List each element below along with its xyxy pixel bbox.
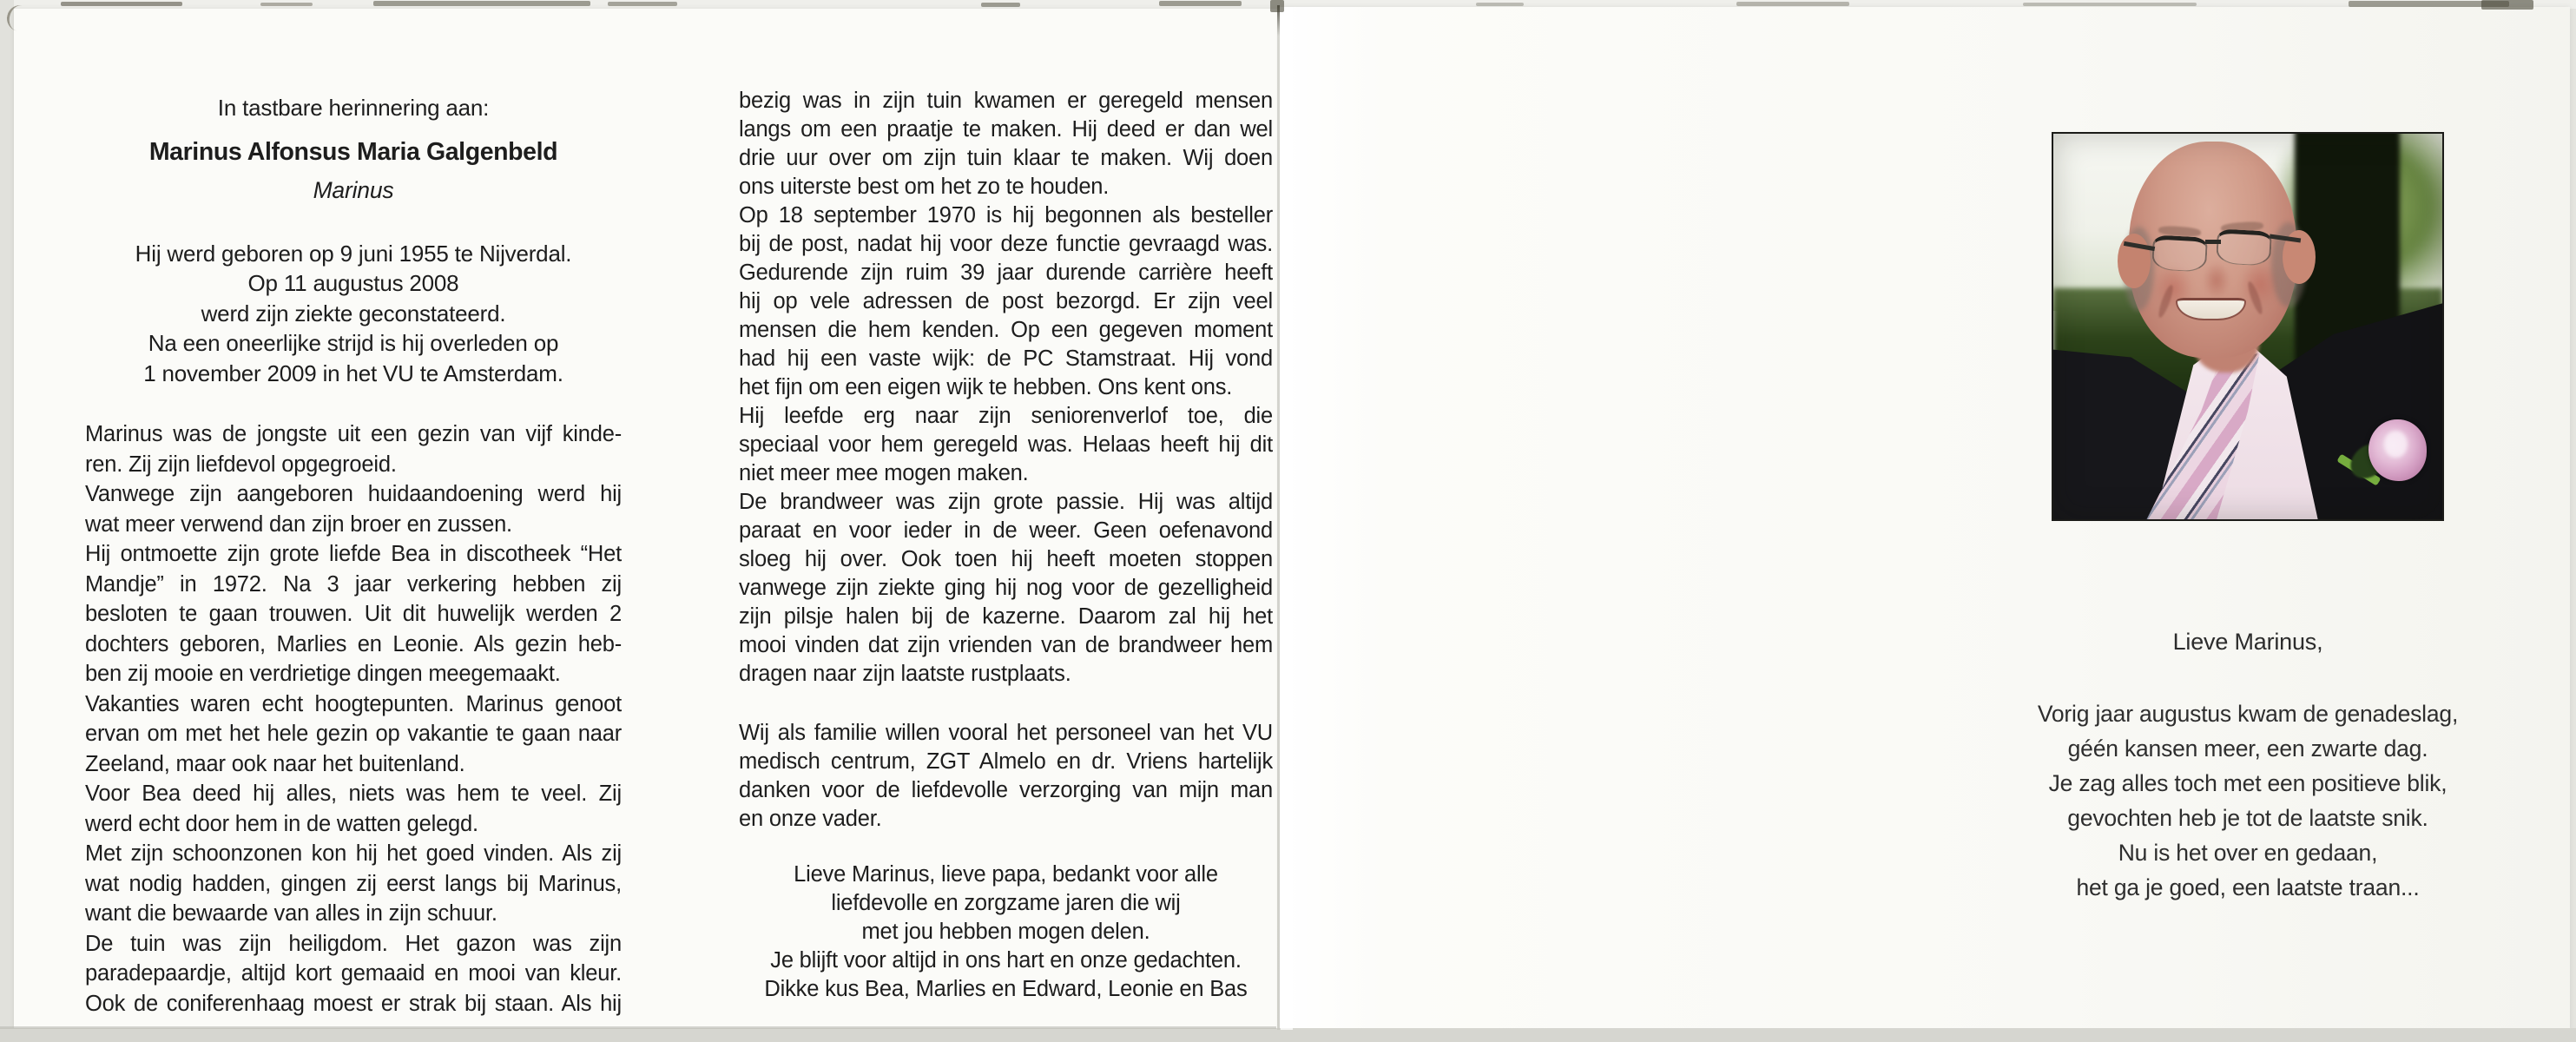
text-line: werd echt door hem in de watten gelegd. bbox=[85, 811, 478, 836]
text-line: besloten te gaan trouwen. Uit dit huwelijk werden 2 bbox=[85, 602, 622, 626]
text-line: ren. Zij zijn liefdevol opgegroeid. bbox=[85, 452, 397, 477]
text-line: bezig was in zijn tuin kwamen er geregeld mensen bbox=[739, 89, 1273, 113]
farewell-message bbox=[739, 861, 1273, 1004]
text-line: gevochten heb je tot de laatste snik. bbox=[2067, 805, 2428, 831]
scan-smudge bbox=[608, 2, 677, 6]
poem-greeting: Lieve Marinus, bbox=[2172, 629, 2323, 655]
text-line: Mandje” in 1972. Na 3 jaar verkering hebben zij bbox=[85, 571, 622, 597]
text-line: Hij leefde erg naar zijn seniorenverlof toe, die bbox=[739, 404, 1273, 428]
text-line: paradepaardje, altijd kort gemaaid en mooi van kleur. bbox=[85, 961, 622, 986]
text-line: Wij als familie willen vooral het personeel van het VU bbox=[739, 721, 1273, 745]
text-line: vanwege zijn ziekte ging hij nog voor de gezelligheid bbox=[739, 576, 1273, 600]
text-line: het fijn om een eigen wijk te hebben. Ons kent ons. bbox=[739, 375, 1233, 399]
text-line: ervan om met het hele gezin op vakantie te gaan naar bbox=[85, 722, 622, 746]
text-line: Hij ontmoette zijn grote liefde Bea in discotheek “Het bbox=[85, 542, 622, 566]
text-line: dragen naar zijn laatste rustplaats. bbox=[739, 662, 1071, 686]
text-line: Zeeland, maar ook naar het buitenland. bbox=[85, 751, 465, 776]
text-line: Gedurende zijn ruim 39 jaar durende carrière heeft bbox=[739, 260, 1273, 285]
biography-text-part-2 bbox=[739, 87, 1273, 689]
text-line: hij op vele adressen de post bezorgd. Er zijn veel bbox=[739, 289, 1273, 313]
text-line: Vakanties waren echt hoogtepunten. Marinus genoot bbox=[85, 691, 622, 716]
text-line: en onze vader. bbox=[739, 807, 882, 831]
scan-edge-bottom bbox=[0, 1028, 2576, 1042]
scan-smudge bbox=[1476, 3, 1524, 6]
text-line: medisch centrum, ZGT Almelo en dr. Vriens hartelijk bbox=[739, 749, 1273, 774]
text-line: Dikke kus Bea, Marlies en Edward, Leonie en Bas bbox=[764, 977, 1248, 1001]
text-line: Na een oneerlijke strijd is hij overleden op bbox=[148, 330, 559, 356]
text-line: Vorig jaar augustus kwam de genadeslag, bbox=[2037, 701, 2459, 727]
scan-smudge bbox=[2023, 3, 2197, 6]
text-line: De brandweer was zijn grote passie. Hij was altijd bbox=[739, 490, 1273, 514]
scan-smudge bbox=[1736, 2, 1849, 6]
scan-smudge bbox=[61, 2, 182, 6]
text-line: bij de post, nadat hij voor deze functie gevraagd was. bbox=[739, 232, 1273, 256]
left-page bbox=[14, 9, 1280, 1030]
photo-vignette bbox=[2053, 134, 2442, 519]
deceased-nickname: Marinus bbox=[313, 177, 394, 203]
scan-edge-left bbox=[0, 0, 14, 1042]
text-line: Voor Bea deed hij alles, niets was hem te veel. Zij bbox=[85, 782, 622, 806]
biography-column-2 bbox=[739, 87, 1273, 1004]
text-line: ons uiterste best om het zo te houden. bbox=[739, 175, 1110, 199]
scan-smudge bbox=[1159, 1, 1242, 6]
text-line: Je blijft voor altijd in ons hart en onze gedachten. bbox=[770, 948, 1242, 973]
biography-column-1 bbox=[85, 93, 622, 1019]
text-line: Nu is het over en gedaan, bbox=[2118, 840, 2378, 866]
text-line: langs om een praatje te maken. Hij deed er dan wel bbox=[739, 117, 1273, 142]
text-line: 1 november 2009 in het VU te Amsterdam. bbox=[143, 359, 563, 386]
text-line: met jou hebben mogen delen. bbox=[861, 920, 1150, 944]
scan-smudge bbox=[2481, 0, 2533, 10]
text-line: sloeg hij over. Ook toen hij heeft moeten stoppen bbox=[739, 547, 1273, 571]
text-line: Hij werd geboren op 9 juni 1955 te Nijverdal. bbox=[135, 240, 572, 267]
text-line: niet meer mee mogen maken. bbox=[739, 461, 1029, 485]
text-line: wat nodig hadden, gingen zij eerst langs bij Marinus, bbox=[85, 871, 622, 896]
text-line: mooi vinden dat zijn vrienden van de brandweer hem bbox=[739, 633, 1273, 657]
card-fold-line bbox=[1277, 5, 1280, 1030]
text-line: speciaal voor hem geregeld was. Helaas heeft hij dit bbox=[739, 432, 1273, 457]
text-line: Lieve Marinus, lieve papa, bedankt voor alle bbox=[794, 862, 1218, 887]
scan-smudge bbox=[981, 3, 1020, 7]
text-line: ben zij mooie en verdrietige dingen meegemaakt. bbox=[85, 662, 561, 686]
scan-smudge bbox=[1270, 0, 1284, 12]
text-line: géén kansen meer, een zwarte dag. bbox=[2067, 735, 2428, 762]
text-line: Vanwege zijn aangeboren huidaandoening werd hij bbox=[85, 482, 622, 506]
text-line: mensen die hem kenden. Op een gegeven moment bbox=[739, 318, 1273, 342]
text-line: Op 11 augustus 2008 bbox=[247, 270, 459, 296]
text-line: het ga je goed, een laatste traan... bbox=[2076, 874, 2420, 900]
text-line: want die bewaarde van alles in zijn schuur. bbox=[85, 901, 497, 926]
text-line: Marinus was de jongste uit een gezin van vijf kinde- bbox=[85, 422, 622, 446]
text-line: zijn pilsje halen bij de kazerne. Daarom zal hij het bbox=[739, 604, 1273, 629]
text-line: Op 18 september 1970 is hij begonnen als besteller bbox=[739, 203, 1273, 228]
deceased-name: Marinus Alfonsus Maria Galgenbeld bbox=[148, 137, 558, 166]
text-line: danken voor de liefdevolle verzorging van mijn man bbox=[739, 778, 1273, 802]
life-dates bbox=[85, 239, 622, 389]
text-line: Met zijn schoonzonen kon hij het goed vinden. Als zij bbox=[85, 841, 622, 866]
text-line: werd zijn ziekte geconstateerd. bbox=[201, 300, 506, 326]
scan-smudge bbox=[260, 3, 313, 6]
text-line: had hij een vaste wijk: de PC Stamstraat. Hij vond bbox=[739, 346, 1273, 371]
text-line: Je zag alles toch met een positieve blik, bbox=[2048, 770, 2448, 796]
biography-text-part-1 bbox=[85, 419, 622, 1019]
scan-smudge bbox=[373, 1, 590, 6]
text-line: drie uur over om zijn tuin klaar te maken. Wij doen bbox=[739, 146, 1273, 170]
text-line: paraat en voor ieder in de weer. Geen oefenavond bbox=[739, 518, 1273, 543]
family-thanks bbox=[739, 719, 1273, 834]
text-line: dochters geboren, Marlies en Leonie. Als gezin heb- bbox=[85, 631, 622, 656]
memorial-poem bbox=[2005, 696, 2491, 905]
text-line: Ook de coniferenhaag moest er strak bij staan. Als hij bbox=[85, 991, 622, 1016]
card-fold-highlight bbox=[1281, 7, 1293, 1030]
text-line: wat meer verwend dan zijn broer en zussen. bbox=[85, 511, 512, 537]
text-line: liefdevolle en zorgzame jaren die wij bbox=[831, 891, 1181, 915]
text-line: De tuin was zijn heiligdom. Het gazon was zijn bbox=[85, 931, 622, 956]
portrait-photo bbox=[2052, 132, 2444, 521]
memorial-intro: In tastbare herinnering aan: bbox=[217, 95, 490, 121]
